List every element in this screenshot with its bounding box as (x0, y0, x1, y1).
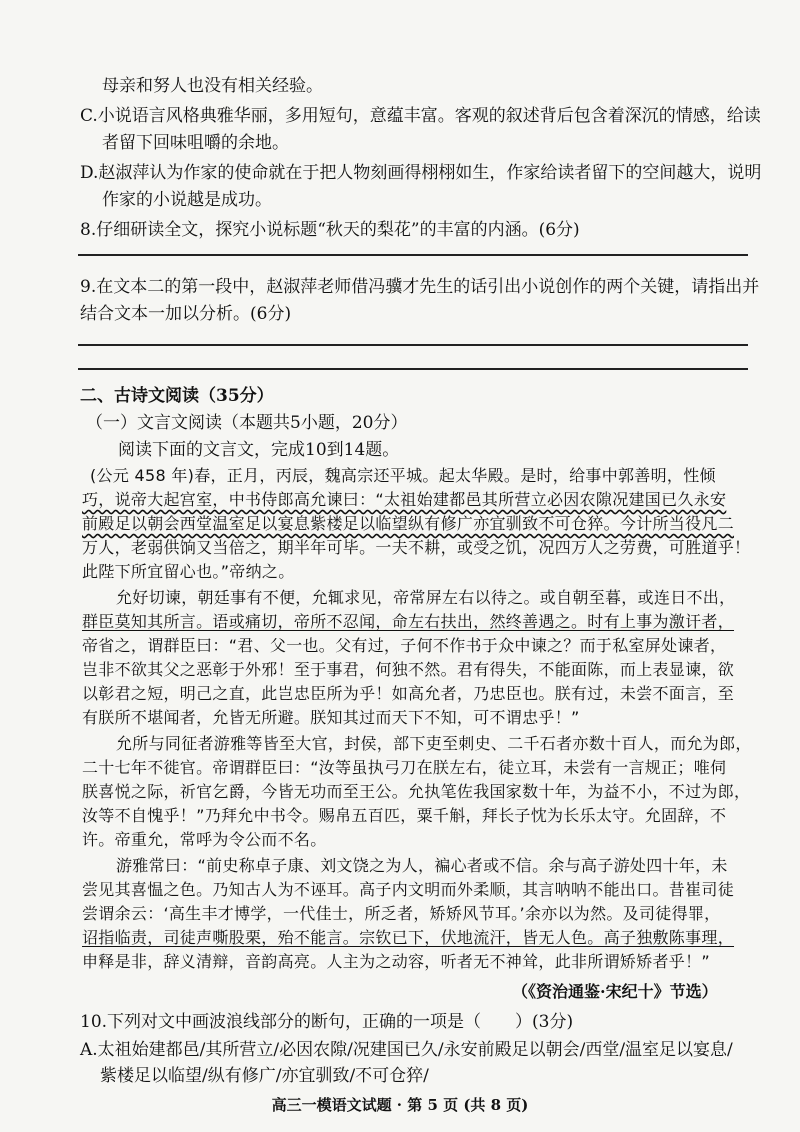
section-title: 二、古诗文阅读（35分） (80, 386, 274, 406)
page-footer: 高三一模语文试题 · 第 5 页 (共 8 页) (271, 1096, 529, 1114)
option-d-line-2: 作家的小说越是成功。 (102, 190, 272, 210)
question-10: 10.下列对文中画波浪线部分的断句，正确的一项是（ ）(3分) (80, 1012, 574, 1032)
option-d-line-1: D.赵淑萍认为作家的使命就在于把人物刻画得栩栩如生，作家给读者留下的空间越大，说明 (80, 163, 762, 183)
answer-line-q9-a (78, 344, 748, 346)
passage-line: 允好切谏，朝廷事有不便，允辄求见，帝常屏左右以待之。或自朝至暮，或连日不出， (116, 588, 736, 607)
question-9-line-1: 9.在文本二的第一段中，赵淑萍老师借冯骥才先生的话引出小说创作的两个关键，请指出并 (80, 277, 760, 297)
option-b-continuation: 母亲和努人也没有相关经验。 (102, 76, 323, 96)
option-a-line-2: 紫楼足以临望/纵有修广/亦宜驯致/不可仓猝/ (100, 1066, 429, 1086)
passage-line: 二十七年不徙官。帝谓群臣曰：“汝等虽执弓刀在朕左右，徒立耳，未尝有一言规正；唯伺 (82, 758, 727, 777)
answer-line-q8 (78, 254, 748, 256)
question-9-line-2: 结合文本一加以分析。(6分) (80, 304, 292, 324)
option-a-line-1: A.太祖始建都邑/其所营立/必因农隙/况建国已久/永安前殿足以朝会/西堂/温室足以宴息/ (80, 1040, 733, 1060)
passage-line: 尝谓余云：‘高生丰才博学，一代佳士，所乏者，矫矫风节耳。’余亦以为然。及司徒得罪， (82, 904, 721, 923)
passage-line: 以彰君之短，明己之直，此岂忠臣所为乎！如高允者，乃忠臣也。朕有过，未尝不面言，至 (82, 684, 735, 703)
option-c-line-2: 者留下回味咀嚼的余地。 (102, 133, 289, 153)
passage-line: 朕喜悦之际，祈官乞爵，今皆无功而至王公。允执笔佐我国家数十年，为益不小，不过为郎， (82, 782, 751, 801)
passage-line: 申释是非，辞义清辩，音韵高亮。人主为之动容，听者无不神耸，此非所谓矫矫者乎！” (82, 952, 710, 971)
wavy-underlined-text: 前殿足以朝会西堂温室足以宴息紫楼足以临望纵有修广亦宜驯致不可仓猝。今计所当役凡二 (82, 514, 735, 533)
passage-line: 尝见其喜愠之色。乃知古人为不诬耳。高子内文明而外柔顺，其言呐呐不能出口。昔崔司徒 (82, 880, 735, 899)
passage-line (82, 928, 734, 948)
passage-line: 此陛下所宜留心也。”帝纳之。 (82, 562, 295, 581)
wavy-underlined-text: 巧，说帝大起宫室，中书侍郎高允谏曰：“太祖始建都邑其所营立必因农隙况建国已久永安 (82, 490, 727, 509)
passage-line: 万人，老弱供饷又当倍之，期半年可毕。一夫不耕，或受之饥，况四万人之劳费，可胜道乎！ (82, 538, 751, 557)
underlined-text: 诏指临责，司徒声嘶股栗，殆不能言。宗钦已下，伏地流汗，皆无人色。高子独敷陈事理， (82, 928, 735, 947)
answer-line-q9-b (78, 368, 748, 370)
question-8: 8.仔细研读全文，探究小说标题“秋天的梨花”的丰富的内涵。(6分) (80, 220, 580, 240)
passage-line (82, 514, 734, 534)
passage-line: 游雅常曰：“前史称卓子康、刘文饶之为人，褊心者或不信。余与高子游处四十年，未 (116, 856, 728, 875)
passage-line: 帝省之，谓群臣曰：“君、父一也。父有过，子何不作书于众中谏之？而于私室屏处谏者， (82, 636, 727, 655)
passage-line: 岂非不欲其父之恶彰于外邪！至于事君，何独不然。君有得失，不能面陈，而上表显谏，欲 (82, 660, 735, 679)
reading-instruction: 阅读下面的文言文，完成10到14题。 (118, 440, 400, 460)
underlined-text: 群臣莫知其所言。语或痛切，帝所不忍闻，命左右扶出，然终善遇之。时有上事为激讦者， (82, 612, 735, 631)
passage-line: 汝等不自愧乎！”乃拜允中书令。赐帛五百匹，粟千斛，拜长子忱为长乐太守。允固辞，不 (82, 806, 727, 825)
passage-line (82, 490, 726, 510)
passage-line: 有朕所不堪闻者，允皆无所避。朕知其过而天下不知，可不谓忠乎！” (82, 708, 580, 727)
passage-line (82, 612, 734, 632)
option-c-line-1: C.小说语言风格典雅华丽，多用短句，意蕴丰富。客观的叙述背后包含着深沉的情感，给读 (80, 106, 761, 126)
passage-line: 许。帝重允，常呼为令公而不名。 (82, 830, 327, 849)
source-citation: （《资治通鉴·宋纪十》节选） (512, 982, 718, 1001)
passage-line: (公元 458 年)春，正月，丙辰，魏高宗还平城。起太华殿。是时，给事中郭善明，性倾 (90, 466, 716, 485)
subsection-title: （一）文言文阅读（本题共5小题，20分） (86, 413, 408, 433)
passage-line: 允所与同征者游雅等皆至大官，封侯，部下吏至刺史、二千石者亦数十百人，而允为郎， (116, 734, 752, 753)
